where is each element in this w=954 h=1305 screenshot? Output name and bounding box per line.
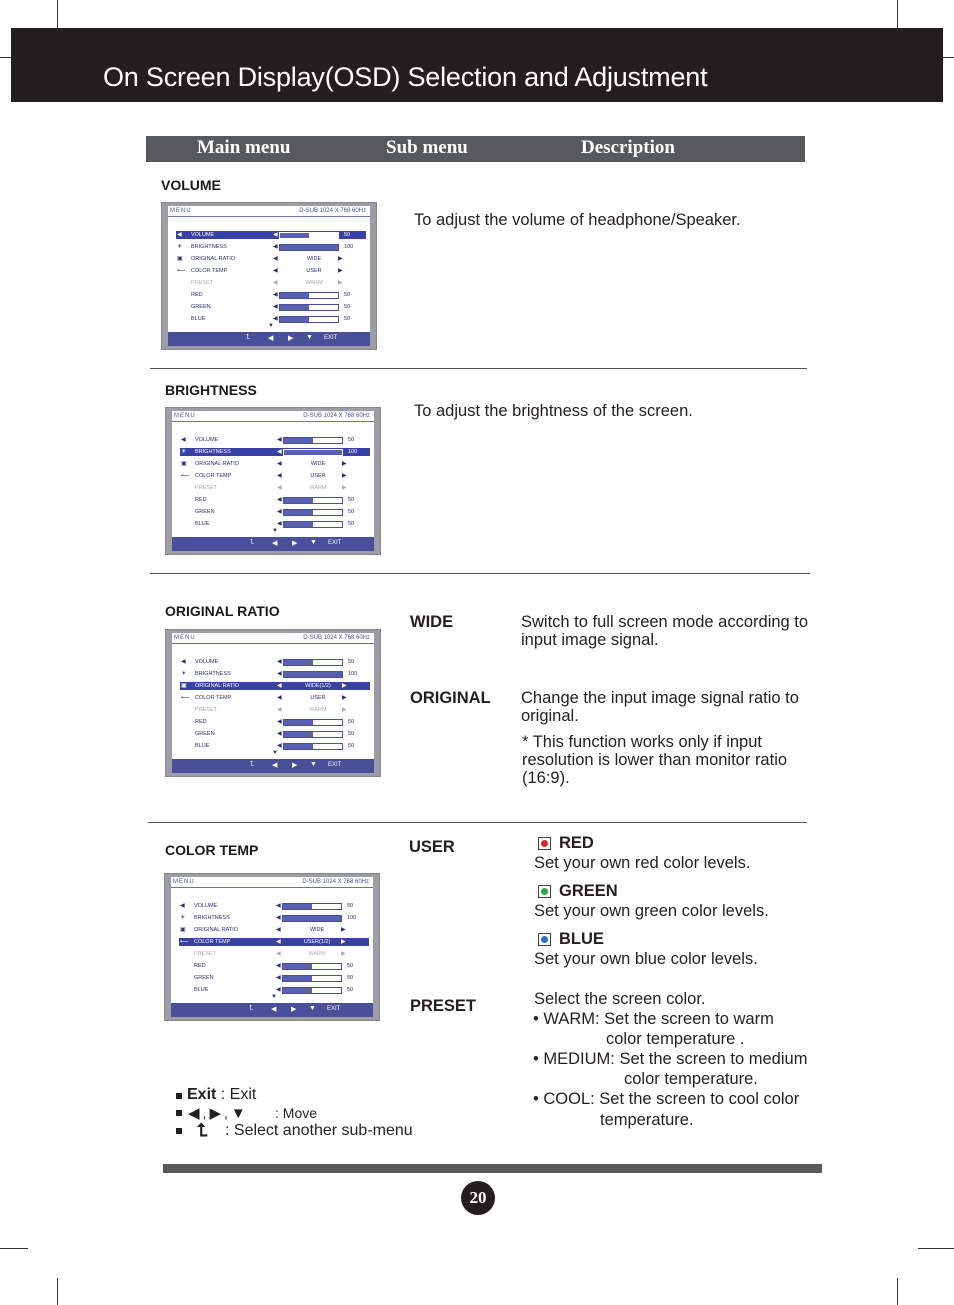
chevron-down-icon: ▼ xyxy=(272,750,278,756)
osd-menu-label: MENU xyxy=(170,208,192,214)
red-description: Set your own red color levels. xyxy=(534,854,751,872)
crop-mark xyxy=(57,0,58,28)
osd-row-green: GREEN ◀ 50 xyxy=(195,731,355,737)
sun-icon: ☀ xyxy=(177,244,183,250)
sun-icon: ☀ xyxy=(181,449,187,455)
divider xyxy=(150,368,807,369)
osd-row-preset: PRESET ◀ WARM ▶ xyxy=(195,707,347,713)
chevron-down-icon: ▼ xyxy=(272,528,278,534)
crop-mark xyxy=(897,1278,898,1305)
ratio-icon: ▣ xyxy=(181,683,187,689)
left-arrow-icon: ◀ xyxy=(188,1105,200,1122)
osd-row-brightness: ☀ BRIGHTNESS ◀ 100 xyxy=(177,244,354,250)
blue-label: BLUE xyxy=(559,930,604,948)
sub-label-preset: PRESET xyxy=(410,997,477,1015)
return-icon: ⮤ xyxy=(246,334,251,341)
down-arrow-icon: ▼ xyxy=(306,334,313,341)
wide-desc-line2: input image signal. xyxy=(521,631,659,649)
right-arrow-icon: ▶ xyxy=(292,540,298,547)
legend-select: : Select another sub-menu xyxy=(225,1122,413,1139)
preset-medium-line1: • MEDIUM: Set the screen to medium xyxy=(533,1050,808,1068)
osd-screenshot-colortemp: MENU D-SUB 1024 X 768 60Hz ◀ VOLUME ◀ 50 ☀ BRIGHTNESS ◀ 100 ▣ ORIGINAL RATIO ◀ WIDE ▶ ⟵ COLOR TEMP ◀ USER(1/2) ▶ PRESET ◀ WARM ▶ RED ◀ 50 GREEN ◀ 50 BLUE ◀ 50 ▼ ⮤ ◀ ▶ ▼ EXIT xyxy=(164,873,380,1021)
left-arrow-icon: ◀ xyxy=(271,1006,277,1013)
blue-description: Set your own blue color levels. xyxy=(534,950,758,968)
return-icon: ⮤ xyxy=(250,539,255,546)
osd-row-red: RED ◀ 50 xyxy=(191,292,351,298)
sun-icon: ☀ xyxy=(181,671,187,677)
blue-dot-icon xyxy=(538,933,551,946)
osd-button-bar: ⮤ ◀ ▶ ▼ EXIT xyxy=(168,332,370,346)
down-arrow-icon: ▼ xyxy=(230,1105,246,1122)
chevron-down-icon: ▼ xyxy=(271,994,277,1000)
preset-cool-line1: • COOL: Set the screen to cool color xyxy=(533,1090,800,1108)
osd-row-blue: BLUE ◀ 50 xyxy=(191,316,351,322)
ratio-note-line1: * This function works only if input xyxy=(522,733,762,751)
preset-warm-line2: color temperature . xyxy=(606,1030,745,1048)
crop-mark xyxy=(918,1248,954,1249)
osd-screenshot-volume xyxy=(161,202,377,350)
osd-row-volume: ◀ VOLUME ◀ 50 xyxy=(180,903,354,909)
brightness-description: To adjust the brightness of the screen. xyxy=(414,402,693,420)
osd-row-volume: ◀ VOLUME ◀ 50 xyxy=(181,659,355,665)
original-desc-line2: original. xyxy=(521,707,579,725)
crop-mark xyxy=(0,1248,28,1249)
footer-bar xyxy=(163,1164,822,1173)
red-dot-icon xyxy=(538,837,551,850)
osd-row-blue: BLUE ◀ 50 xyxy=(195,743,355,749)
legend-bullet xyxy=(176,1128,182,1134)
page-number: 20 xyxy=(461,1181,495,1215)
ratio-note-line2: resolution is lower than monitor ratio xyxy=(522,751,788,769)
preset-intro: Select the screen color. xyxy=(534,990,706,1008)
osd-row-preset: PRESET ◀ WARM ▶ xyxy=(195,485,347,491)
speaker-icon: ◀ xyxy=(181,437,186,443)
osd-row-green: GREEN ◀ 50 xyxy=(194,975,354,981)
osd-row-brightness: ☀ BRIGHTNESS ◀ 100 xyxy=(180,915,357,921)
osd-row-red: RED ◀ 50 xyxy=(195,719,355,725)
left-arrow-icon: ◀ xyxy=(272,762,278,769)
osd-button-bar: ⮤ ◀ ▶ ▼ EXIT xyxy=(171,1003,373,1017)
column-sub-menu: Sub menu xyxy=(386,137,468,158)
osd-row-red: RED ◀ 50 xyxy=(195,497,355,503)
down-arrow-icon: ▼ xyxy=(310,539,317,546)
crop-mark xyxy=(943,57,954,58)
down-arrow-icon: ▼ xyxy=(309,1005,316,1012)
osd-row-brightness: ☀ BRIGHTNESS ◀ 100 xyxy=(181,671,358,677)
right-arrow-icon: ▶ xyxy=(291,1006,297,1013)
divider xyxy=(148,822,807,823)
volume-description: To adjust the volume of headphone/Speaker. xyxy=(414,211,741,229)
osd-row-brightness: ☀ BRIGHTNESS ◀ 100 xyxy=(180,448,370,456)
return-icon: ⮤ xyxy=(250,761,255,768)
speaker-icon: ◀ xyxy=(180,903,185,909)
right-arrow-icon: ▶ xyxy=(292,762,298,769)
legend-bullet xyxy=(176,1110,182,1116)
return-icon: ⮤ xyxy=(249,1005,254,1012)
chevron-down-icon: ▼ xyxy=(268,323,274,329)
section-title-ratio: ORIGINAL RATIO xyxy=(165,603,280,619)
left-arrow-icon: ◀ xyxy=(272,540,278,547)
osd-row-ratio: ▣ ORIGINAL RATIO ◀ WIDE ▶ xyxy=(180,927,346,933)
osd-row-preset: PRESET ◀ WARM ▶ xyxy=(194,951,346,957)
thermometer-icon: ⟵ xyxy=(177,268,186,274)
osd-screenshot-brightness: MENU D-SUB 1024 X 768 60Hz ◀ VOLUME ◀ 50 ☀ BRIGHTNESS ◀ 100 ▣ ORIGINAL RATIO ◀ WIDE ▶ ⟵ COLOR TEMP ◀ USER ▶ PRESET ◀ WARM ▶ RED ◀ 50 GREEN ◀ 50 BLUE ◀ 50 ▼ ⮤ ◀ ▶ ▼ EXIT xyxy=(165,407,381,555)
green-dot-icon xyxy=(538,885,551,898)
osd-row-preset: PRESET ◀ WARM ▶ xyxy=(191,280,343,286)
legend-move: ◀ , ▶ , ▼ : Move xyxy=(188,1105,318,1122)
right-arrow-icon: ▶ xyxy=(209,1105,221,1122)
thermometer-icon: ⟵ xyxy=(181,695,190,701)
speaker-icon: ◀ xyxy=(177,232,182,238)
sun-icon: ☀ xyxy=(180,915,186,921)
osd-row-ratio: ▣ ORIGINAL RATIO ◀ WIDE ▶ xyxy=(177,256,343,262)
osd-row-blue: BLUE ◀ 50 xyxy=(194,987,354,993)
osd-row-green: GREEN ◀ 50 xyxy=(191,304,351,310)
wide-desc-line1: Switch to full screen mode according to xyxy=(521,613,809,631)
ratio-note-line3: (16:9). xyxy=(522,769,570,787)
divider xyxy=(150,573,810,574)
ratio-icon: ▣ xyxy=(180,927,186,933)
crop-mark xyxy=(0,57,11,58)
crop-mark xyxy=(57,1278,58,1305)
thermometer-icon: ⟵ xyxy=(180,939,189,945)
legend-exit: Exit : Exit xyxy=(187,1086,257,1103)
thermometer-icon: ⟵ xyxy=(181,473,190,479)
original-desc-line1: Change the input image signal ratio to xyxy=(521,689,799,707)
section-title-colortemp: COLOR TEMP xyxy=(165,842,259,858)
red-label: RED xyxy=(559,834,594,852)
page-title: On Screen Display(OSD) Selection and Adjustment xyxy=(103,62,708,92)
legend-bullet xyxy=(176,1093,182,1099)
sub-label-user: USER xyxy=(409,838,455,856)
osd-row-ratio: ▣ ORIGINAL RATIO ◀ WIDE ▶ xyxy=(181,461,347,467)
osd-screenshot-ratio: MENU D-SUB 1024 X 768 60Hz ◀ VOLUME ◀ 50 ☀ BRIGHTNESS ◀ 100 ▣ ORIGINAL RATIO ◀ WIDE(1/2) ▶ ⟵ COLOR TEMP ◀ USER ▶ PRESET ◀ WARM ▶ RED ◀ 50 GREEN ◀ 50 BLUE ◀ 50 ▼ ⮤ ◀ ▶ ▼ EXIT xyxy=(165,629,381,777)
osd-row-colortemp: ⟵ COLOR TEMP ◀ USER(1/2) ▶ xyxy=(179,938,369,946)
osd-row-blue: BLUE ◀ 50 xyxy=(195,521,355,527)
crop-mark xyxy=(897,0,898,28)
osd-row-colortemp: ⟵ COLOR TEMP ◀ USER ▶ xyxy=(181,473,347,479)
osd-button-bar: ⮤ ◀ ▶ ▼ EXIT xyxy=(172,537,374,551)
green-description: Set your own green color levels. xyxy=(534,902,769,920)
osd-row-red: RED ◀ 50 xyxy=(194,963,354,969)
preset-medium-line2: color temperature. xyxy=(624,1070,758,1088)
green-label: GREEN xyxy=(559,882,618,900)
section-title-brightness: BRIGHTNESS xyxy=(165,382,257,398)
left-arrow-icon: ◀ xyxy=(268,335,274,342)
osd-row-ratio: ▣ ORIGINAL RATIO ◀ WIDE(1/2) ▶ xyxy=(180,682,370,690)
column-main-menu: Main menu xyxy=(197,137,291,158)
section-title-volume: VOLUME xyxy=(161,177,221,193)
sub-label-wide: WIDE xyxy=(410,613,454,631)
ratio-icon: ▣ xyxy=(181,461,187,467)
speaker-icon: ◀ xyxy=(181,659,186,665)
osd-row-volume: ◀ VOLUME ◀ 50 xyxy=(176,231,366,239)
osd-row-colortemp: ⟵ COLOR TEMP ◀ USER ▶ xyxy=(181,695,347,701)
osd-button-bar: ⮤ ◀ ▶ ▼ EXIT xyxy=(172,759,374,773)
osd-resolution: D-SUB 1024 X 768 60Hz xyxy=(299,208,366,214)
ratio-icon: ▣ xyxy=(177,256,183,262)
column-description: Description xyxy=(581,137,675,158)
osd-row-volume: ◀ VOLUME ◀ 50 xyxy=(181,437,355,443)
right-arrow-icon: ▶ xyxy=(288,335,294,342)
sub-label-original: ORIGINAL xyxy=(410,689,491,707)
preset-warm-line1: • WARM: Set the screen to warm xyxy=(533,1010,774,1028)
return-icon: ⮤ xyxy=(197,1120,208,1140)
down-arrow-icon: ▼ xyxy=(310,761,317,768)
osd-row-colortemp: ⟵ COLOR TEMP ◀ USER ▶ xyxy=(177,268,343,274)
preset-cool-line2: temperature. xyxy=(600,1111,694,1129)
osd-row-green: GREEN ◀ 50 xyxy=(195,509,355,515)
